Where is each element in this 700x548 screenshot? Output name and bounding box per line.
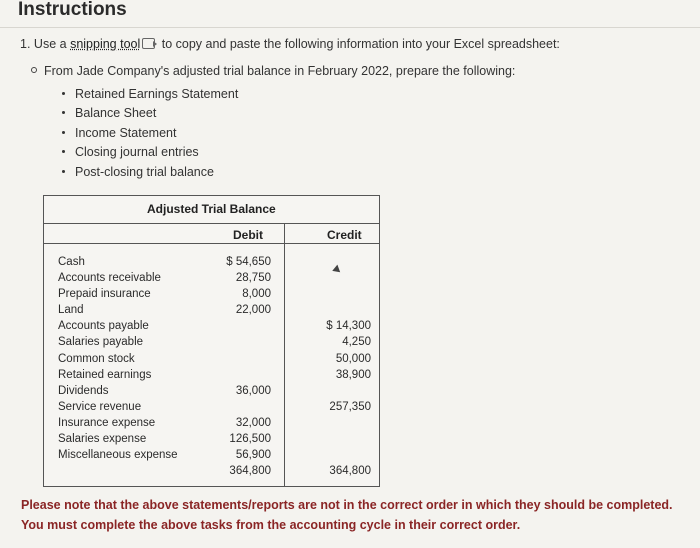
account-name: Salaries expense bbox=[58, 433, 147, 446]
debit-cell: 56,900 bbox=[235, 449, 271, 462]
step-suffix: to copy and paste the following information into your Excel spreadsheet: bbox=[161, 37, 560, 51]
list-item bbox=[62, 143, 238, 162]
account-names-column bbox=[58, 254, 178, 479]
debit-cell: 126,500 bbox=[229, 433, 271, 446]
sub-item-text: From Jade Company's adjusted trial balance in February 2022, prepare the following: bbox=[44, 64, 516, 78]
hollow-bullet-icon bbox=[31, 67, 37, 73]
task-label: Income Statement bbox=[75, 125, 177, 140]
credit-cell bbox=[326, 254, 371, 270]
step-number: 1. bbox=[20, 37, 31, 51]
account-name: Cash bbox=[58, 256, 85, 268]
snipping-tool-icon[interactable] bbox=[142, 38, 155, 49]
credit-cell bbox=[326, 270, 371, 286]
account-name: Land bbox=[58, 304, 84, 317]
account-name: Salaries payable bbox=[58, 336, 144, 349]
account-name: Prepaid insurance bbox=[58, 288, 151, 301]
account-name: Service revenue bbox=[58, 400, 142, 413]
credit-total: 364,800 bbox=[329, 465, 371, 478]
debit-total: 364,800 bbox=[229, 465, 271, 478]
account-name bbox=[58, 463, 178, 479]
snipping-tool-link[interactable]: snipping tool bbox=[70, 37, 141, 51]
debit-cell: 28,750 bbox=[235, 272, 271, 285]
list-item bbox=[62, 163, 238, 182]
task-label: Retained Earnings Statement bbox=[75, 87, 239, 101]
credit-cell bbox=[326, 383, 371, 399]
debit-cell bbox=[226, 351, 271, 367]
list-item bbox=[62, 124, 238, 143]
step-1 bbox=[20, 37, 560, 51]
list-item bbox=[62, 104, 238, 123]
credit-cell: 4,250 bbox=[342, 336, 371, 349]
bullet-icon bbox=[62, 170, 65, 173]
account-name: Accounts receivable bbox=[58, 272, 161, 285]
credit-cell bbox=[326, 302, 371, 318]
debit-cell: 8,000 bbox=[242, 288, 271, 301]
task-list bbox=[62, 85, 238, 182]
title-divider bbox=[0, 27, 700, 28]
credit-cell bbox=[326, 286, 371, 302]
column-divider bbox=[284, 223, 285, 486]
table-title-row bbox=[44, 196, 379, 224]
credit-cell: 50,000 bbox=[335, 352, 371, 365]
credit-cell bbox=[326, 415, 371, 431]
credit-header: Credit bbox=[327, 228, 362, 242]
bullet-icon bbox=[62, 111, 65, 114]
debit-cell bbox=[226, 334, 271, 350]
account-name: Common stock bbox=[58, 352, 135, 365]
credit-column bbox=[326, 254, 371, 479]
bullet-icon bbox=[62, 92, 65, 95]
account-name: Miscellaneous expense bbox=[58, 449, 178, 462]
debit-cell bbox=[226, 367, 271, 383]
account-name: Insurance expense bbox=[58, 416, 156, 429]
order-note: Please note that the above statements/reports are not in the correct order in which they should be completed. You must complete the above tasks from the accounting cycle in their correct order. bbox=[21, 498, 673, 532]
task-label: Balance Sheet bbox=[75, 106, 157, 121]
debit-cell: 36,000 bbox=[235, 384, 271, 397]
page-title: Instructions bbox=[18, 0, 127, 20]
debit-cell: 22,000 bbox=[235, 304, 271, 317]
account-name: Accounts payable bbox=[58, 320, 149, 333]
list-item bbox=[62, 85, 238, 104]
debit-cell: $ 54,650 bbox=[226, 256, 271, 268]
task-label: Post-closing trial balance bbox=[75, 164, 214, 179]
credit-cell: 38,900 bbox=[335, 368, 371, 381]
account-name: Dividends bbox=[58, 384, 109, 397]
debit-cell: 32,000 bbox=[235, 416, 271, 429]
header-divider bbox=[44, 243, 379, 244]
bullet-icon bbox=[62, 150, 65, 153]
debit-header: Debit bbox=[233, 228, 263, 242]
adjusted-trial-balance-table bbox=[43, 195, 380, 487]
bullet-icon bbox=[62, 131, 65, 134]
step-prefix: Use a bbox=[33, 37, 67, 51]
credit-cell: 257,350 bbox=[329, 400, 371, 413]
task-label: Closing journal entries bbox=[75, 145, 199, 160]
credit-cell bbox=[326, 447, 371, 463]
debit-cell bbox=[226, 318, 271, 334]
credit-cell: $ 14,300 bbox=[326, 320, 371, 333]
sub-item bbox=[31, 64, 515, 78]
debit-column bbox=[226, 254, 271, 479]
debit-cell bbox=[226, 399, 271, 415]
credit-cell bbox=[326, 431, 371, 447]
table-title: Adjusted Trial Balance bbox=[147, 202, 276, 216]
account-name: Retained earnings bbox=[58, 368, 152, 381]
